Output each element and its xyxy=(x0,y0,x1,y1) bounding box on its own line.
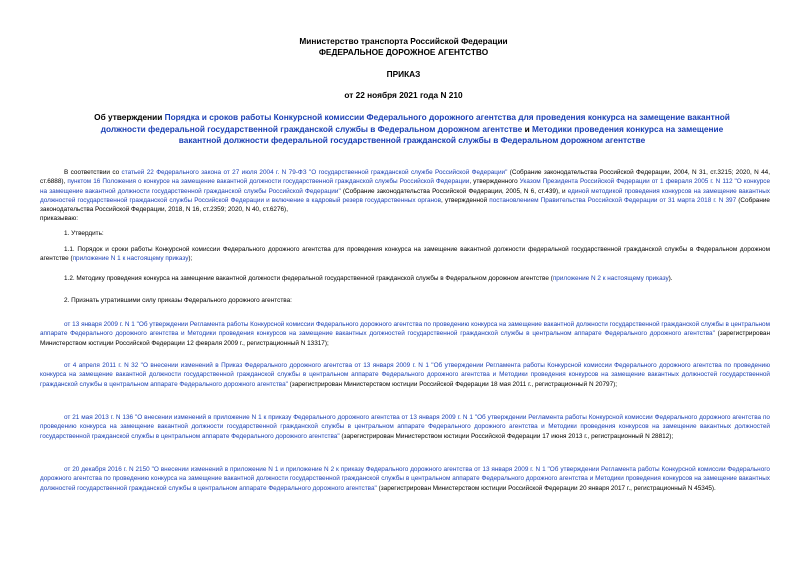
act-registration-text: (зарегистрирован Министерством юстиции Российской Федерации 12 февраля 2009 г., регистрационный N 13317); xyxy=(40,330,770,347)
item-1-2 xyxy=(40,274,770,283)
doc-date-number: от 22 ноября 2021 года N 210 xyxy=(344,90,463,100)
page-title xyxy=(92,112,732,147)
title-prefix: Об утверждении xyxy=(94,112,165,122)
item-text: ). xyxy=(668,275,673,282)
link-regulation-p16[interactable]: пунктом 16 Положения о конкурсе на замещение вакантной должности государственной гражданской службы Российской Федерации xyxy=(67,178,470,186)
item-text: ); xyxy=(188,255,193,263)
ministry-name: Министерство транспорта Российской Федерации xyxy=(299,36,508,46)
link-law-79fz[interactable]: статьей 22 Федерального закона от 27 июля 2004 г. N 79-ФЗ "О государственной гражданской службе Российской Федерации" xyxy=(121,169,508,176)
link-unified-methodology[interactable]: единой методикой проведения конкурсов на замещение вакантных должностей государственной гражданской службы Российской Федерации и включение в кадровый резерв государственных органов xyxy=(40,187,770,204)
repealed-act xyxy=(40,320,770,348)
link-appendix-2[interactable]: приложение N 2 к настоящему приказу xyxy=(552,275,669,282)
preamble-text: (Собрание законодательства Российской Федерации, 2018, N 16, ст.2359; 2020, N 40, ст.6276), xyxy=(40,196,770,214)
title-mid: и xyxy=(522,123,532,134)
item-1: 1. Утвердить: xyxy=(64,230,104,237)
link-repealed-act[interactable]: от 4 апреля 2011 г. N 32 "О внесении изменений в Приказ Федерального дорожного агентства от 13 января 2009 г. N 1 "Об утверждении Регламента работы Конкурсной комиссии Федерального дорожного агентства по проведению конкурса на замещение вакантной должности государственной гражданской службы в центральном аппарате Федерального дорожного агентства и Методики проведения конкурсов на замещение вакантных должностей государственной гражданской службы в центральном аппарате Федерального дорожного агентства" xyxy=(40,362,770,388)
link-decree-112[interactable]: Указом Президента Российской Федерации от 1 февраля 2005 г. N 112 "О конкурсе на замещение вакантной должности государственной гражданской службы Российской Федерации" xyxy=(40,178,771,195)
repealed-act xyxy=(40,413,770,441)
link-resolution-397[interactable]: постановлением Правительства Российской Федерации от 31 марта 2018 г. N 397 xyxy=(489,196,737,204)
preamble-text: , утвержденного xyxy=(469,178,520,186)
act-registration-text: (зарегистрирован Министерством юстиции Российской Федерации 17 июня 2013 г., регистрационный N 28812); xyxy=(339,432,674,440)
link-appendix-1[interactable]: приложение N 1 к настоящему приказу xyxy=(72,255,189,263)
link-repealed-act[interactable]: от 21 мая 2013 г. N 136 "О внесении изменений в приложение N 1 к приказу Федерального дорожного агентства от 13 января 2009 г. N 1 "Об утверждении Регламента работы Конкурсной комиссии Федерального дорожного агентства по проведению конкурса на замещение вакантной должности государственной гражданской службы в центральном аппарате Федерального дорожного агентства и Методики проведения конкурсов на замещение вакантных должностей государственной гражданской службы в центральном аппарате Федерального дорожного агентства" xyxy=(40,414,770,440)
item-text: 1.1. Порядок и сроки работы Конкурсной комиссии Федерального дорожного агентства для проведения конкурса на замещение вакантной должности федеральной государственной гражданской службы в Федеральном дорожном агентстве ( xyxy=(40,246,770,263)
doc-type: ПРИКАЗ xyxy=(386,69,421,79)
order-word: приказываю: xyxy=(40,215,78,222)
item-1-1 xyxy=(40,245,770,264)
preamble-text: В соответствии со xyxy=(64,169,122,176)
repealed-act xyxy=(40,361,770,389)
link-repealed-act[interactable]: от 20 декабря 2016 г. N 2150 "О внесении изменений в приложение N 1 и приложение N 2 к приказу Федерального дорожного агентства от 13 января 2009 г. N 1 "Об утверждении Регламента работы Конкурсной комиссии Федерального дорожного агентства по проведению конкурса на замещение вакантной должности государственной гражданской службы в центральном аппарате Федерального дорожного агентства и Методики проведения конкурсов на замещение вакантных должностей государственной гражданской службы в центральном аппарате Федерального дорожного агентства" xyxy=(40,466,770,492)
title-link-methodology[interactable]: Методики проведения конкурса на замещение вакантной должности федеральной государственной гражданской службы в Федеральном дорожном агентстве xyxy=(178,123,724,145)
act-registration-text: (зарегистрирован Министерством юстиции Российской Федерации 20 января 2017 г., регистрационный N 45345). xyxy=(376,484,716,492)
preamble-text: , утвержденной xyxy=(441,196,490,204)
act-registration-text: (зарегистрирован Министерством юстиции Российской Федерации 18 мая 2011 г., регистрационный N 20797); xyxy=(287,380,618,388)
preamble-text: (Собрание законодательства Российской Федерации, 2005, N 6, ст.439), и xyxy=(340,187,568,195)
agency-name: ФЕДЕРАЛЬНОЕ ДОРОЖНОЕ АГЕНТСТВО xyxy=(318,47,489,57)
item-text: 1.2. Методику проведения конкурса на замещение вакантной должности федеральной государственной гражданской службы в Федеральном дорожном агентстве ( xyxy=(64,275,553,282)
title-link-procedure[interactable]: Порядка и сроков работы Конкурсной комиссии Федерального дорожного агентства для проведения конкурса на замещение вакантной должности федеральной государственной гражданской службы в Федеральном дорожном агентстве xyxy=(100,112,730,134)
repealed-act xyxy=(40,465,770,493)
link-repealed-act[interactable]: от 13 января 2009 г. N 1 "Об утверждении Регламента работы Конкурсной комиссии Федерального дорожного агентства по проведению конкурса на замещение вакантной должности государственной гражданской службы в центральном аппарате Федерального дорожного агентства и Методики проведения конкурсов на замещение вакантных должностей государственной гражданской службы в центральном аппарате Федерального дорожного агентства" xyxy=(40,321,770,338)
item-2: 2. Признать утратившими силу приказы Федерального дорожного агентства: xyxy=(64,297,292,304)
preamble-paragraph xyxy=(40,168,770,214)
preamble-text: (Собрание законодательства Российской Федерации, 2004, N 31, ст.3215; 2020, N 44, ст.6888), xyxy=(40,169,770,186)
